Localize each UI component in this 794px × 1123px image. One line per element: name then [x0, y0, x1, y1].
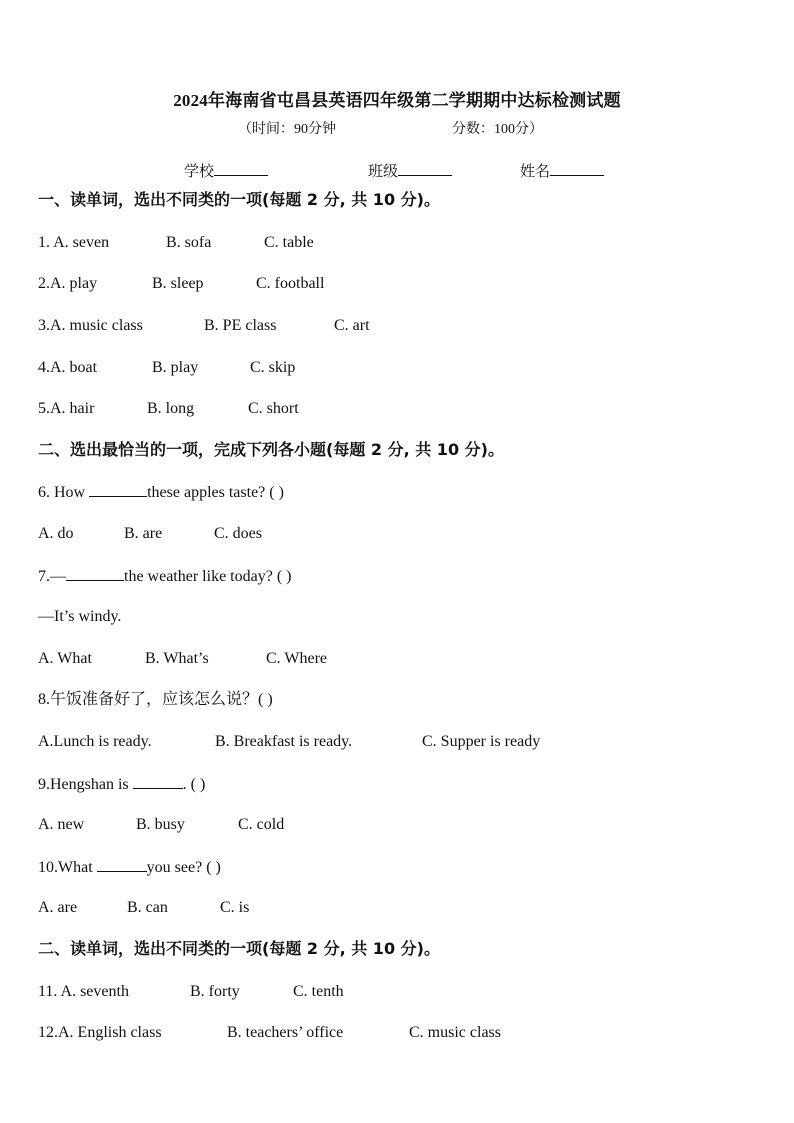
q8-option-b: B. Breakfast is ready.: [215, 733, 353, 750]
q12-option-c: C. music class: [409, 1024, 501, 1041]
q12-option-b: B. teachers’ office: [227, 1024, 344, 1041]
q2-option-a: 2.A. play: [38, 275, 98, 292]
question-12: [38, 1023, 501, 1043]
q9-stem-pre: 9.Hengshan is: [38, 776, 133, 793]
q7-stem-pre: 7.—: [38, 568, 66, 585]
question-4: [38, 358, 295, 378]
section-2-heading: 二、选出最恰当的一项，完成下列各小题(每题 2 分, 共 10 分)。: [38, 440, 504, 459]
q6-stem-pre: 6. How: [38, 484, 90, 501]
q7-option-a: A. What: [38, 650, 92, 667]
question-2: [38, 274, 324, 294]
school-blank: [214, 161, 268, 176]
question-1: [38, 233, 314, 253]
school-field: [184, 160, 268, 181]
q7-stem-post: the weather like today? ( ): [124, 568, 292, 585]
q5-option-b: B. long: [147, 400, 195, 417]
question-7-stem: [38, 566, 291, 587]
question-9-options: [38, 815, 284, 835]
question-10-options: [38, 898, 249, 918]
q9-stem-post: . ( ): [182, 776, 206, 793]
q9-option-a: A. new: [38, 816, 85, 833]
question-3: [38, 316, 370, 336]
question-6-options: [38, 524, 262, 544]
q6-option-c: C. does: [214, 525, 262, 542]
q6-option-b: B. are: [124, 525, 163, 542]
name-blank: [550, 161, 604, 176]
question-6-stem: [38, 482, 284, 503]
q4-option-b: B. play: [152, 359, 199, 376]
q10-blank: [97, 857, 147, 872]
question-8-options: [38, 732, 540, 752]
q8-option-a: A.Lunch is ready.: [38, 733, 152, 750]
class-blank: [398, 161, 452, 176]
question-7-options: [38, 649, 327, 669]
q10-option-a: A. are: [38, 899, 78, 916]
q1-option-b: B. sofa: [166, 234, 212, 251]
q3-option-a: 3.A. music class: [38, 317, 143, 334]
q1-option-a: 1. A. seven: [38, 234, 110, 251]
exam-time: （时间：90分钟: [238, 122, 336, 137]
question-10-stem: [38, 857, 221, 878]
q11-option-c: C. tenth: [293, 983, 344, 1000]
q10-option-c: C. is: [220, 899, 250, 916]
q6-stem-post: these apples taste? ( ): [147, 484, 284, 501]
q5-option-a: 5.A. hair: [38, 400, 95, 417]
question-9-stem: [38, 774, 205, 795]
name-field: [520, 160, 604, 181]
q8-option-c: C. Supper is ready: [422, 733, 541, 750]
class-label: 班级: [368, 164, 399, 180]
q9-option-b: B. busy: [136, 816, 185, 833]
q11-option-b: B. forty: [190, 983, 240, 1000]
q3-option-b: B. PE class: [204, 317, 277, 334]
class-field: [368, 160, 452, 181]
q4-option-a: 4.A. boat: [38, 359, 98, 376]
question-7-reply: —It’s windy.: [38, 608, 122, 625]
q9-blank: [133, 774, 183, 789]
q9-option-c: C. cold: [238, 816, 285, 833]
q6-blank: [89, 482, 147, 497]
question-11: [38, 982, 344, 1002]
q2-option-b: B. sleep: [152, 275, 204, 292]
q7-blank: [66, 566, 124, 581]
q10-option-b: B. can: [127, 899, 168, 916]
q10-stem-pre: 10.What: [38, 859, 97, 876]
q11-option-a: 11. A. seventh: [38, 983, 129, 1000]
q2-option-c: C. football: [256, 275, 325, 292]
q5-option-c: C. short: [248, 400, 299, 417]
q1-option-c: C. table: [264, 234, 314, 251]
q12-option-a: 12.A. English class: [38, 1024, 162, 1041]
question-5: [38, 399, 299, 419]
q3-option-c: C. art: [334, 317, 370, 334]
section-3-heading: 二、读单词，选出不同类的一项(每题 2 分, 共 10 分)。: [38, 939, 440, 958]
q7-option-b: B. What’s: [145, 650, 209, 667]
q6-option-a: A. do: [38, 525, 74, 542]
exam-score: 分数：100分）: [452, 122, 543, 137]
question-8-stem: 8.午饭准备好了，应该怎么说？( ): [38, 691, 273, 708]
section-1-heading: 一、读单词，选出不同类的一项(每题 2 分, 共 10 分)。: [38, 190, 440, 209]
school-label: 学校: [184, 164, 215, 180]
q7-option-c: C. Where: [266, 650, 328, 667]
q10-stem-post: you see? ( ): [146, 859, 221, 876]
exam-title: 2024年海南省屯昌县英语四年级第二学期期中达标检测试题: [173, 91, 621, 110]
name-label: 姓名: [520, 164, 551, 180]
q4-option-c: C. skip: [250, 359, 296, 376]
